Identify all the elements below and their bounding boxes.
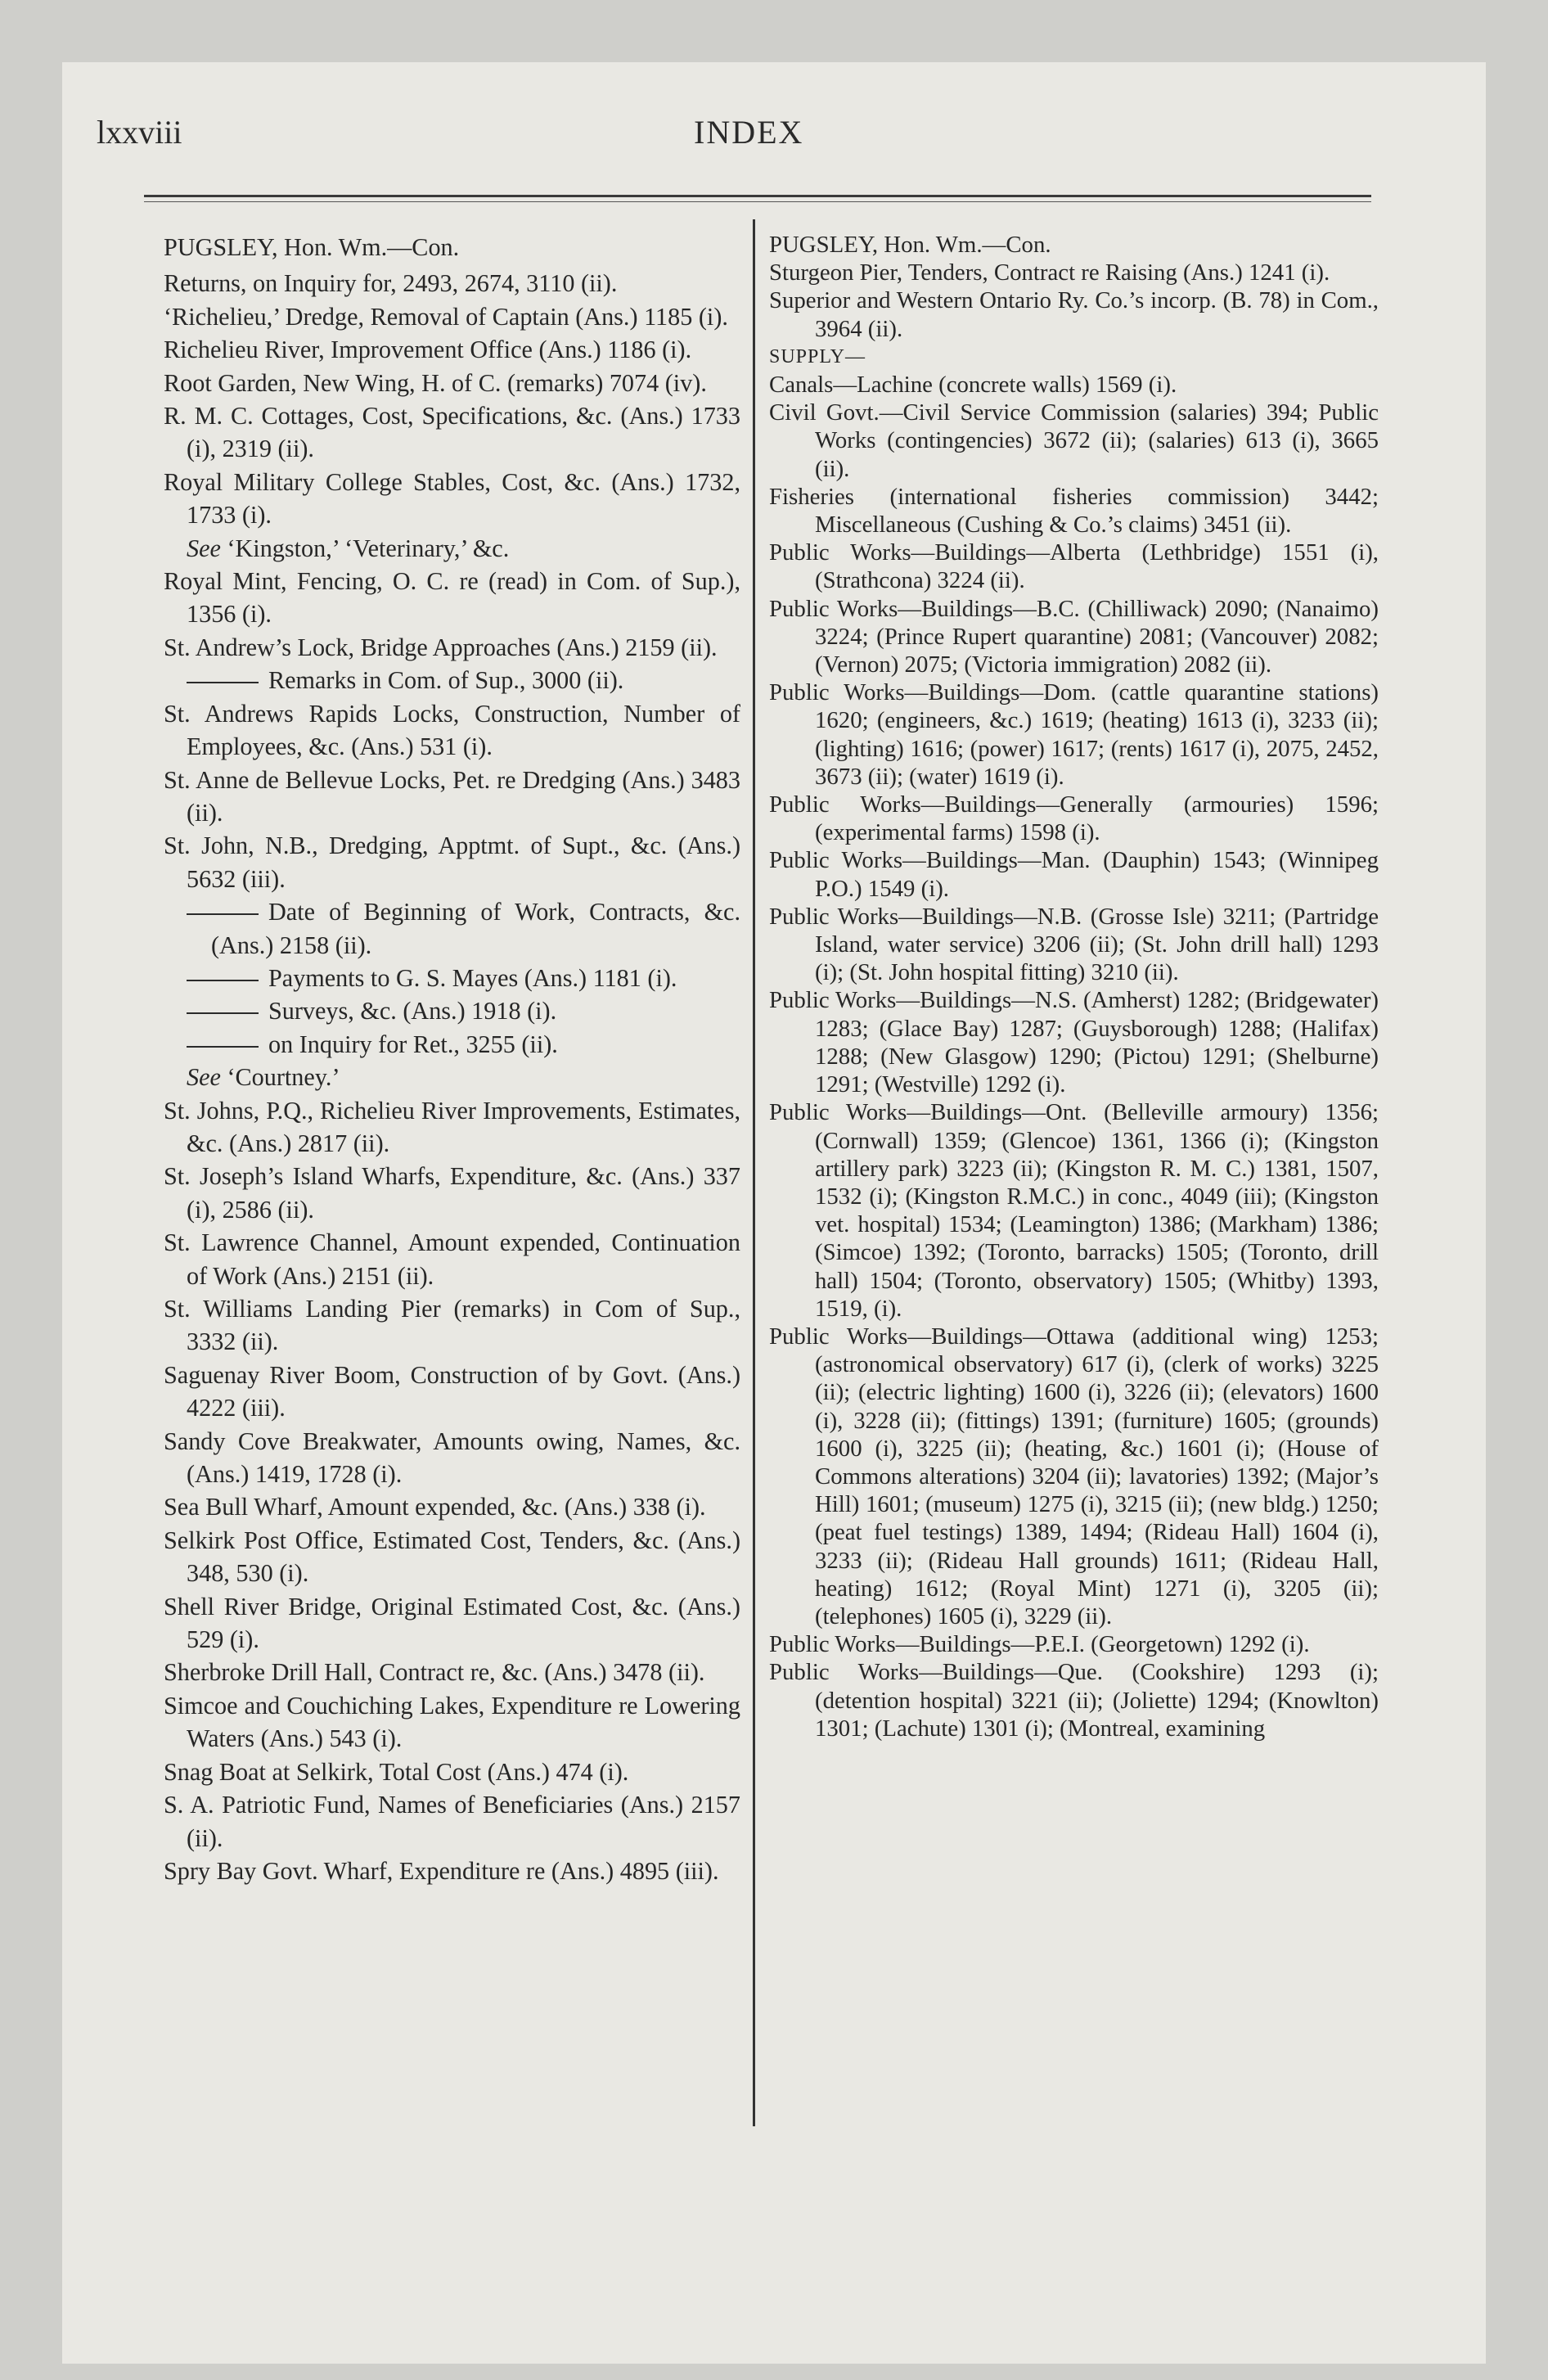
index-entry: Public Works—Buildings—B.C. (Chilliwack) 2090; (Nanaimo) 3224; (Prince Rupert quarantine) 2081; (Vancouver) 2082; (Vernon) 2075; (Victoria immigration) 2082 (ii).: [769, 595, 1379, 678]
column-divider: [753, 219, 755, 2126]
section-heading: SUPPLY—: [769, 345, 866, 367]
subentry-text: Remarks in Com. of Sup., 3000 (ii).: [268, 666, 624, 695]
index-entry: Saguenay River Boom, Construction of by Govt. (Ans.) 4222 (iii).: [164, 1360, 740, 1422]
see-target: ‘Kingston,’ ‘Veterinary,’ &c.: [227, 534, 510, 562]
index-entry: Sherbroke Drill Hall, Contract re, &c. (Ans.) 3478 (ii).: [164, 1658, 705, 1687]
subentry-text: Payments to G. S. Mayes (Ans.) 1181 (i).: [268, 963, 677, 992]
index-entry: S. A. Patriotic Fund, Names of Beneficiaries (Ans.) 2157 (ii).: [164, 1791, 740, 1852]
index-subentry: [164, 664, 740, 696]
index-entry: St. Andrews Rapids Locks, Construction, Number of Employees, &c. (Ans.) 531 (i).: [164, 699, 740, 761]
index-entry: Public Works—Buildings—N.S. (Amherst) 1282; (Bridgewater) 1283; (Glace Bay) 1287; (Guysborough) 1288; (Halifax) 1288; (New Glasgow) 1290; (Pictou) 1291; (Shelburne) 1291; (Westville) 1292 (i).: [769, 987, 1379, 1098]
index-entry: Root Garden, New Wing, H. of C. (remarks) 7074 (iv).: [164, 368, 707, 397]
page-title: INDEX: [694, 114, 804, 151]
ditto-dash: [187, 1012, 259, 1014]
ditto-dash: [187, 980, 259, 981]
index-entry: Public Works—Buildings—Que. (Cookshire) 1293 (i); (detention hospital) 3221 (ii); (Joliette) 1294; (Knowlton) 1301; (Lachute) 1301 (i); (Montreal, examining: [769, 1659, 1379, 1742]
index-entry: St. Anne de Bellevue Locks, Pet. re Dredging (Ans.) 3483 (ii).: [164, 765, 740, 827]
index-entry: Sandy Cove Breakwater, Amounts owing, Names, &c. (Ans.) 1419, 1728 (i).: [164, 1427, 740, 1489]
subentry-text: on Inquiry for Ret., 3255 (ii).: [268, 1030, 558, 1058]
index-entry: Fisheries (international fisheries commission) 3442; Miscellaneous (Cushing & Co.’s claims) 3451 (ii).: [769, 483, 1379, 539]
index-entry: Spry Bay Govt. Wharf, Expenditure re (Ans.) 4895 (iii).: [164, 1856, 719, 1885]
left-column: [164, 231, 740, 1887]
header-rule-thin: [144, 201, 1371, 202]
index-entry: Royal Military College Stables, Cost, &c. (Ans.) 1732, 1733 (i).: [164, 467, 740, 530]
index-entry: Selkirk Post Office, Estimated Cost, Tenders, &c. (Ans.) 348, 530 (i).: [164, 1526, 740, 1588]
right-column: [769, 231, 1379, 1742]
index-entry: Sturgeon Pier, Tenders, Contract re Raising (Ans.) 1241 (i).: [769, 259, 1330, 286]
page-header: [97, 113, 1373, 154]
index-entry: Public Works—Buildings—Ottawa (additional wing) 1253; (astronomical observatory) 617 (i), (clerk of works) 3225 (ii); (electric lighting) 1600 (i), 3226 (ii); (elevators) 1600 (i), 3228 (ii); (fittings) 1391; (furniture) 1605; (grounds) 1600 (i), 3225 (ii); (heating, &c.) 1601 (i); (House of Commons alterations) 3204 (ii); lavatories) 1392; (Major’s Hill) 1601; (museum) 1275 (i), 3215 (ii); (new bldg.) 1250; (peat fuel testings) 1389, 1494; (Rideau Hall) 1604 (i), 3233 (ii); (Rideau Hall grounds) 1611; (Rideau Hall, heating) 1612; (Royal Mint) 1271 (i), 3205 (ii); (telephones) 1605 (i), 3229 (ii).: [769, 1323, 1379, 1629]
index-entry: ‘Richelieu,’ Dredge, Removal of Captain (Ans.) 1185 (i).: [164, 302, 728, 331]
index-entry: Returns, on Inquiry for, 2493, 2674, 3110 (ii).: [164, 269, 618, 298]
page-number: lxxviii: [97, 114, 182, 151]
index-entry: Public Works—Buildings—Alberta (Lethbridge) 1551 (i), (Strathcona) 3224 (ii).: [769, 539, 1379, 594]
column-heading: PUGSLEY, Hon. Wm.—Con.: [769, 232, 1051, 258]
index-entry: Sea Bull Wharf, Amount expended, &c. (Ans.) 338 (i).: [164, 1493, 706, 1521]
see-reference: [164, 532, 740, 565]
see-reference: [164, 1061, 740, 1093]
subentry-text: Surveys, &c. (Ans.) 1918 (i).: [268, 997, 557, 1025]
column-heading: PUGSLEY, Hon. Wm.—Con.: [164, 233, 460, 261]
index-entry: St. Johns, P.Q., Richelieu River Improvements, Estimates, &c. (Ans.) 2817 (ii).: [164, 1096, 740, 1157]
index-entry: St. Joseph’s Island Wharfs, Expenditure, &c. (Ans.) 337 (i), 2586 (ii).: [164, 1162, 740, 1224]
index-entry: St. Lawrence Channel, Amount expended, Continuation of Work (Ans.) 2151 (ii).: [164, 1228, 740, 1290]
index-entry: Superior and Western Ontario Ry. Co.’s incorp. (B. 78) in Com., 3964 (ii).: [769, 287, 1379, 342]
see-word: See: [187, 534, 221, 562]
index-entry: Public Works—Buildings—Dom. (cattle quarantine stations) 1620; (engineers, &c.) 1619; (heating) 1613 (i), 3233 (ii); (lighting) 1616; (power) 1617; (rents) 1617 (i), 2075, 2452, 3673 (ii); (water) 1619 (i).: [769, 679, 1379, 790]
index-entry: Public Works—Buildings—P.E.I. (Georgetown) 1292 (i).: [769, 1631, 1310, 1658]
see-target: ‘Courtney.’: [227, 1063, 340, 1092]
index-entry: Public Works—Buildings—Generally (armouries) 1596; (experimental farms) 1598 (i).: [769, 791, 1379, 846]
ditto-dash: [187, 913, 259, 915]
index-entry: St. Williams Landing Pier (remarks) in Com of Sup., 3332 (ii).: [164, 1295, 740, 1356]
index-entry: Civil Govt.—Civil Service Commission (salaries) 394; Public Works (contingencies) 3672 (ii); (salaries) 613 (i), 3665 (ii).: [769, 399, 1379, 482]
index-entry: Royal Mint, Fencing, O. C. re (read) in Com. of Sup.), 1356 (i).: [164, 567, 740, 629]
index-entry: Public Works—Buildings—Ont. (Belleville armoury) 1356; (Cornwall) 1359; (Glencoe) 1361, 1366 (i); (Kingston artillery park) 3223 (ii); (Kingston R. M. C.) 1381, 1507, 1532 (i); (Kingston R.M.C.) in conc., 4049 (iii); (Kingston vet. hospital) 1534; (Leamington) 1386; (Markham) 1386; (Simcoe) 1392; (Toronto, barracks) 1505; (Toronto, drill hall) 1504; (Toronto, observatory) 1505; (Whitby) 1393, 1519, (i).: [769, 1099, 1379, 1322]
header-rule: [144, 195, 1371, 197]
index-entry: R. M. C. Cottages, Cost, Specifications, &c. (Ans.) 1733 (i), 2319 (ii).: [164, 402, 740, 463]
index-entry: Public Works—Buildings—N.B. (Grosse Isle) 3211; (Partridge Island, water service) 3206 (ii); (St. John drill hall) 1293 (i); (St. John hospital fitting) 3210 (ii).: [769, 903, 1379, 986]
index-subentry: [164, 994, 740, 1027]
index-entry: Canals—Lachine (concrete walls) 1569 (i).: [769, 372, 1177, 399]
index-entry: St. Andrew’s Lock, Bridge Approaches (Ans.) 2159 (ii).: [164, 633, 718, 661]
index-entry: Public Works—Buildings—Man. (Dauphin) 1543; (Winnipeg P.O.) 1549 (i).: [769, 847, 1379, 902]
index-subentry: [164, 1028, 740, 1061]
index-entry: Shell River Bridge, Original Estimated Cost, &c. (Ans.) 529 (i).: [164, 1592, 740, 1654]
index-entry: Simcoe and Couchiching Lakes, Expenditure re Lowering Waters (Ans.) 543 (i).: [164, 1691, 740, 1753]
see-word: See: [187, 1063, 221, 1092]
index-entry: St. John, N.B., Dredging, Apptmt. of Supt., &c. (Ans.) 5632 (iii).: [164, 832, 740, 893]
ditto-dash: [187, 682, 259, 683]
index-subentry: [164, 962, 740, 994]
index-entry: Snag Boat at Selkirk, Total Cost (Ans.) 474 (i).: [164, 1757, 629, 1786]
index-entry: Richelieu River, Improvement Office (Ans.) 1186 (i).: [164, 336, 692, 364]
ditto-dash: [187, 1046, 259, 1048]
index-subentry: [164, 895, 740, 962]
subentry-text: Date of Beginning of Work, Contracts, &c. (Ans.) 2158 (ii).: [211, 898, 740, 959]
